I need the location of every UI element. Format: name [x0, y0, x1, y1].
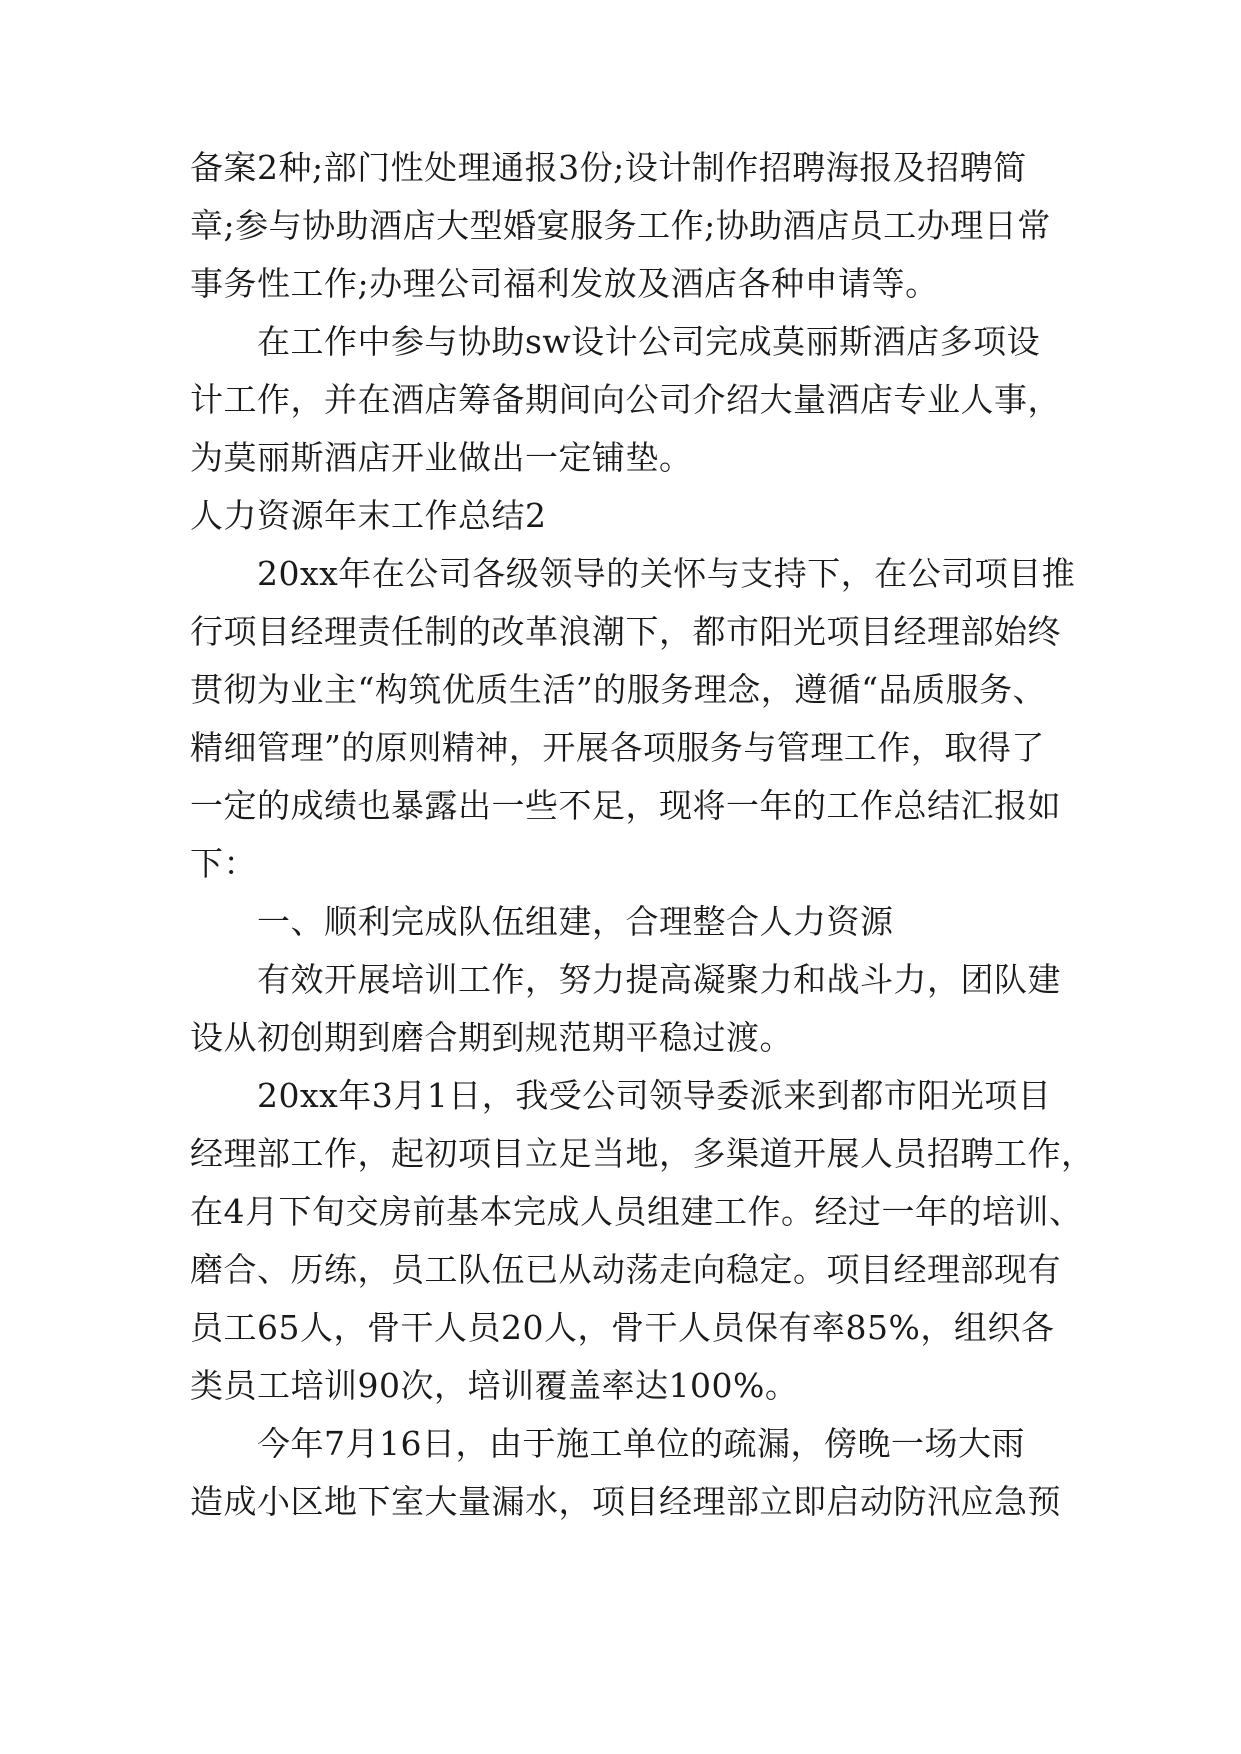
- text-line: 造成小区地下室大量漏水，项目经理部立即启动防汛应急预: [190, 1482, 1061, 1521]
- text-line: 一定的成绩也暴露出一些不足，现将一年的工作总结汇报如: [190, 786, 1061, 825]
- text-line: 行项目经理责任制的改革浪潮下，都市阳光项目经理部始终: [190, 612, 1061, 651]
- paragraph-first-line: 在工作中参与协助sw设计公司完成莫丽斯酒店多项设: [257, 322, 1041, 361]
- text-line: 设从初创期到磨合期到规范期平稳过渡。: [190, 1018, 793, 1057]
- text-line: 经理部工作，起初项目立足当地，多渠道开展人员招聘工作，: [190, 1134, 1095, 1173]
- paragraph-first-line: 有效开展培训工作，努力提高凝聚力和战斗力，团队建: [257, 960, 1061, 999]
- text-line: 计工作，并在酒店筹备期间向公司介绍大量酒店专业人事，: [190, 380, 1061, 419]
- text-line: 下：: [190, 844, 257, 883]
- subsection-heading: 一、顺利完成队伍组建，合理整合人力资源: [257, 902, 894, 941]
- text-line: 贯彻为业主“构筑优质生活”的服务理念，遵循“品质服务、: [190, 670, 1047, 709]
- section-heading: 人力资源年末工作总结2: [190, 496, 547, 535]
- text-line: 磨合、历练，员工队伍已从动荡走向稳定。项目经理部现有: [190, 1250, 1061, 1289]
- paragraph-first-line: 20xx年在公司各级领导的关怀与支持下，在公司项目推: [257, 554, 1076, 593]
- text-line: 精细管理”的原则精神，开展各项服务与管理工作，取得了: [190, 728, 1045, 767]
- text-line: 备案2种;部门性处理通报3份;设计制作招聘海报及招聘简: [190, 148, 1027, 187]
- paragraph-first-line: 今年7月16日，由于施工单位的疏漏，傍晚一场大雨: [257, 1424, 1025, 1463]
- text-line: 章;参与协助酒店大型婚宴服务工作;协助酒店员工办理日常: [190, 206, 1051, 245]
- text-line: 员工65人，骨干人员20人，骨干人员保有率85%，组织各: [190, 1308, 1055, 1347]
- text-line: 在4月下旬交房前基本完成人员组建工作。经过一年的培训、: [190, 1192, 1083, 1231]
- text-line: 事务性工作;办理公司福利发放及酒店各种申请等。: [190, 264, 939, 303]
- paragraph-first-line: 20xx年3月1日，我受公司领导委派来到都市阳光项目: [257, 1076, 1052, 1115]
- text-line: 为莫丽斯酒店开业做出一定铺垫。: [190, 438, 693, 477]
- text-line: 类员工培训90次，培训覆盖率达100%。: [190, 1366, 799, 1405]
